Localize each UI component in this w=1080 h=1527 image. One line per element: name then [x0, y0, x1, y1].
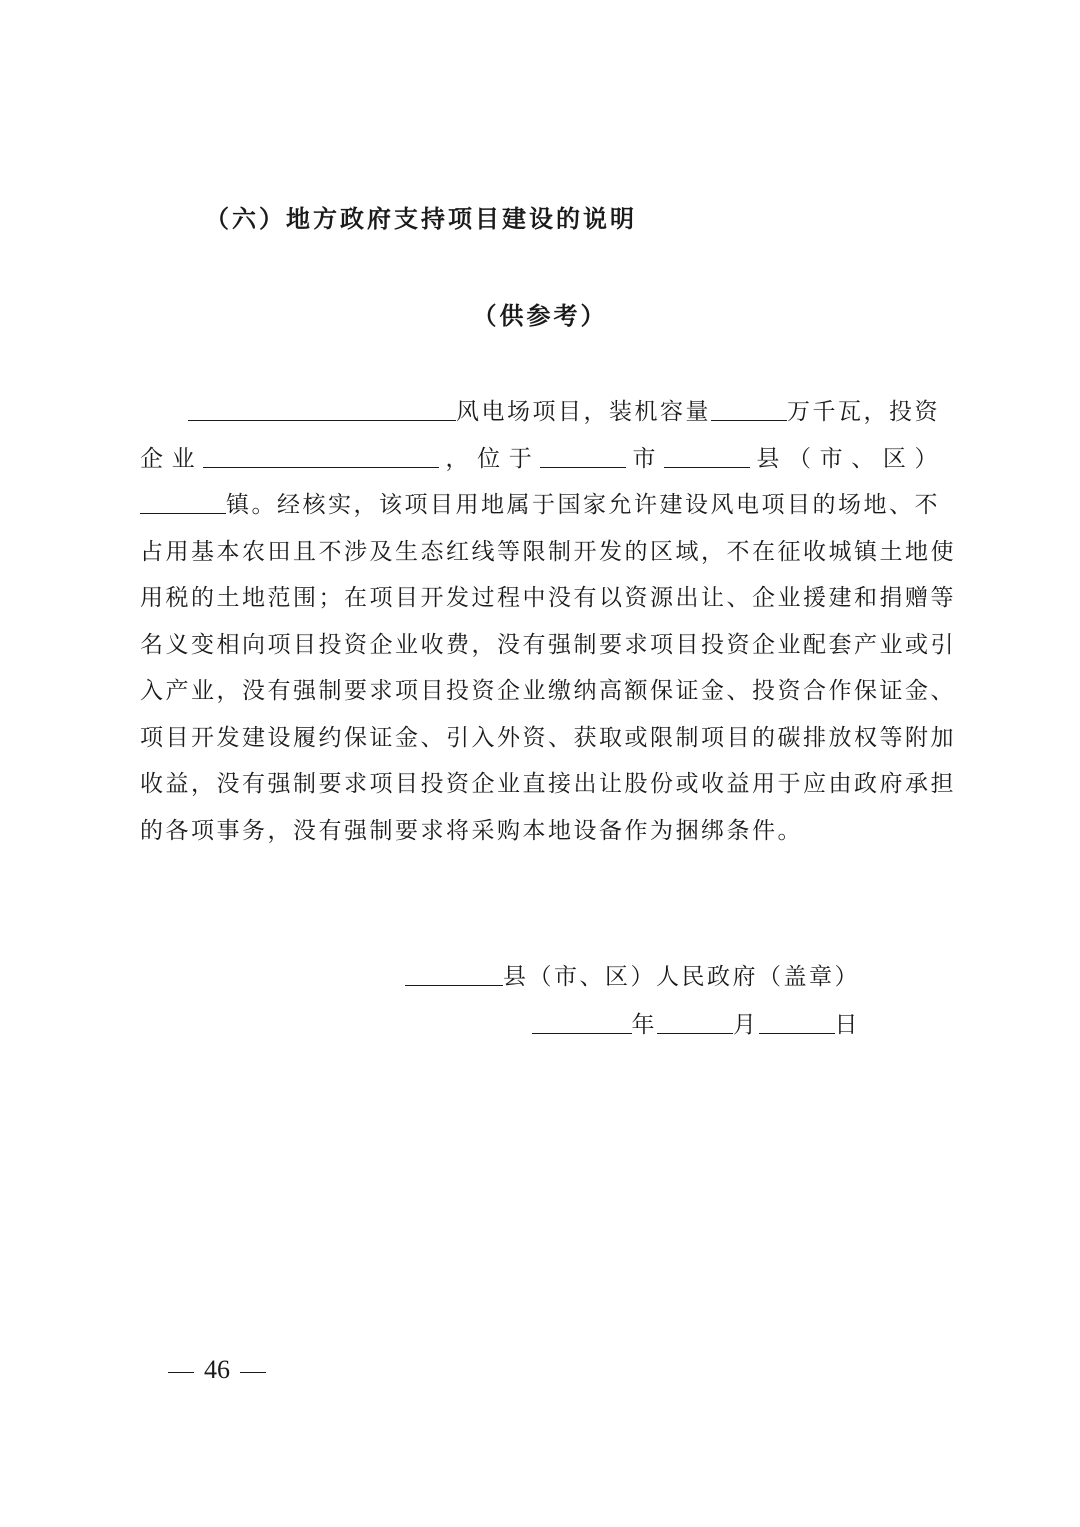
county-name-blank[interactable] — [405, 957, 503, 986]
page-footer — [158, 1350, 276, 1390]
enterprise-blank[interactable] — [203, 439, 439, 468]
city-blank[interactable] — [540, 439, 626, 468]
body-line-5: 用税的土地范围；在项目开发过程中没有以资源出让、企业援建和捐赠等 — [140, 585, 956, 611]
body-text: 市 — [626, 445, 665, 472]
page-number: 46 — [204, 1355, 230, 1384]
body-line-3 — [140, 482, 940, 529]
body-text: 万千瓦，投资 — [787, 399, 940, 425]
year-blank[interactable] — [532, 1005, 632, 1034]
reference-note: （供参考） — [472, 301, 608, 330]
signature-government — [0, 957, 860, 997]
body-line-10: 的各项事务，没有强制要求将采购本地设备作为捆绑条件。 — [140, 817, 803, 844]
signature-date — [0, 1005, 860, 1045]
month-label: 月 — [733, 1012, 759, 1038]
body-line-4: 占用基本农田且不涉及生态红线等限制开发的区域，不在征收城镇土地使 — [140, 538, 956, 565]
month-blank[interactable] — [657, 1005, 733, 1034]
body-text: ，位于 — [439, 445, 541, 472]
county-blank[interactable] — [664, 439, 750, 468]
town-blank[interactable] — [140, 485, 226, 514]
body-line-9: 收益，没有强制要求项目投资企业直接出让股份或收益用于应由政府承担 — [140, 771, 956, 797]
body-line-2 — [140, 436, 940, 483]
body-text: 镇。经核实，该项目用地属于国家允许建设风电项目的场地、不 — [226, 492, 940, 518]
year-label: 年 — [631, 1012, 657, 1038]
body-line-8: 项目开发建设履约保证金、引入外资、获取或限制项目的碳排放权等附加 — [140, 724, 956, 751]
project-name-blank[interactable] — [188, 392, 456, 421]
day-blank[interactable] — [759, 1005, 835, 1034]
day-label: 日 — [834, 1012, 860, 1038]
footer-dash-right — [240, 1372, 266, 1373]
body-line-7: 入产业，没有强制要求项目投资企业缴纳高额保证金、投资合作保证金、 — [140, 678, 956, 704]
section-heading: （六）地方政府支持项目建设的说明 — [205, 204, 637, 233]
body-text: 县（市、区） — [750, 445, 941, 472]
statement-body — [140, 389, 956, 854]
capacity-blank[interactable] — [711, 392, 787, 421]
body-text: 风电场项目，装机容量 — [456, 399, 711, 425]
body-line-1 — [140, 389, 940, 436]
body-text: 企业 — [140, 445, 204, 472]
government-seal-label: 县（市、区）人民政府（盖章） — [503, 964, 860, 990]
footer-dash-left — [168, 1372, 194, 1373]
body-line-6: 名义变相向项目投资企业收费，没有强制要求项目投资企业配套产业或引 — [140, 631, 956, 658]
